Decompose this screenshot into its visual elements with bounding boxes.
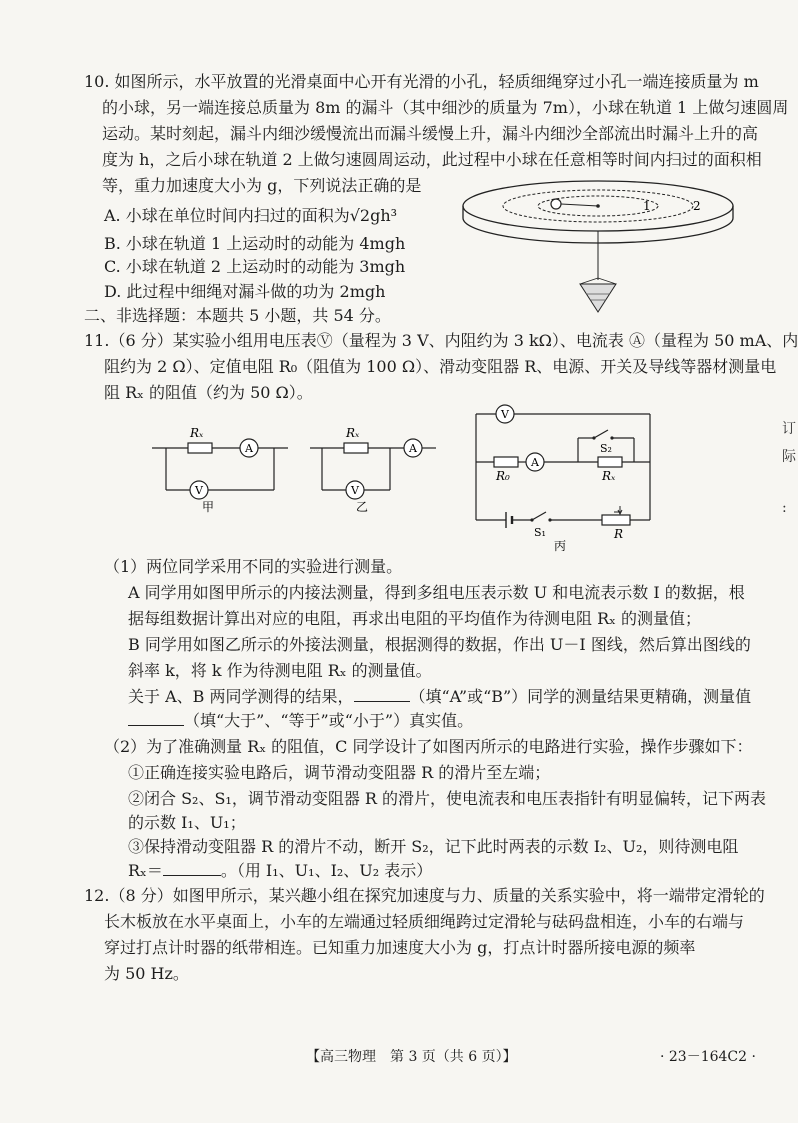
circuit-yi	[308, 420, 438, 515]
ball	[551, 199, 561, 209]
voltmeter-label: V	[351, 484, 359, 497]
q12-line-1: 12.（8 分）如图甲所示，某兴趣小组在探究加速度与力、质量的关系实验中，将一端带定滑轮的	[84, 886, 765, 905]
resistor-rx	[188, 443, 212, 453]
q10-line-1: 10. 如图所示，水平放置的光滑桌面中心开有光滑的小孔，轻质细绳穿过小孔一端连接质量为 m	[84, 72, 759, 91]
q11-p1-line-5: 斜率 k，将 k 作为待测电阻 Rₓ 的测量值。	[128, 661, 432, 680]
q11-p1-line-1: （1）两位同学采用不同的实验进行测量。	[104, 557, 403, 576]
rx-label: Rₓ	[190, 426, 204, 440]
q11-p2-final-a: Rₓ＝	[128, 861, 163, 880]
circuit-jia	[150, 420, 290, 515]
ammeter-label: A	[245, 442, 253, 455]
edge-mark-1: 订	[782, 421, 796, 437]
q11-p2-step-2b: 的示数 I₁、U₁；	[128, 813, 246, 832]
resistor-r0	[494, 457, 518, 467]
q10-option-d: D. 此过程中细绳对漏斗做的功为 2mgh	[104, 282, 386, 301]
funnel-rope-l	[580, 278, 598, 284]
rheostat	[602, 515, 630, 525]
caption-yi: 乙	[356, 500, 369, 514]
q11-p1-question	[128, 686, 751, 708]
circuit-bing	[462, 402, 672, 552]
q11-p2-step-3: ③保持滑动变阻器 R 的滑片不动，断开 S₂，记下此时两表的示数 I₂、U₂，则待测电阻	[128, 837, 739, 856]
q11-intro-2: 阻约为 2 Ω）、定值电阻 R₀（阻值为 100 Ω）、滑动变阻器 R、电源、开关及导线等器材测量电	[104, 357, 777, 376]
edge-mark-2: 际	[782, 449, 796, 465]
funnel-rope-r	[598, 278, 616, 284]
answer-blank-3[interactable]	[163, 860, 221, 876]
s2-label: S₂	[600, 442, 612, 455]
q11-p1-line-2: A 同学用如图甲所示的内接法测量，得到多组电压表示数 U 和电流表示数 I 的数据，根	[128, 583, 745, 602]
q10-line-5: 等，重力加速度大小为 g，下列说法正确的是	[102, 176, 422, 195]
caption-bing: 丙	[554, 539, 567, 553]
section-2-heading: 二、非选择题：本题共 5 小题，共 54 分。	[84, 306, 391, 325]
q10-line-4: 度为 h，之后小球在轨道 2 上做匀速圆周运动，此过程中小球在任意相等时间内扫过的面积相	[102, 150, 762, 169]
s1-label: S₁	[534, 526, 546, 539]
q11-p1-line-3: 据每组数据计算出对应的电阻，再求出电阻的平均值作为待测电阻 Rₓ 的测量值；	[128, 609, 702, 628]
resistor-rx	[344, 443, 368, 453]
q10-option-c: C. 小球在轨道 2 上运动时的动能为 3mgh	[104, 257, 406, 276]
orbit-2-label: 2	[693, 199, 701, 213]
q11-p1-question-2	[128, 710, 473, 732]
caption-jia: 甲	[202, 500, 215, 514]
q11-p2-final-b: 。（用 I₁、U₁、I₂、U₂ 表示）	[220, 861, 433, 880]
switch-s1	[532, 512, 546, 520]
funnel	[580, 284, 616, 312]
q12-line-2: 长木板放在水平桌面上，小车的左端通过轻质细绳跨过定滑轮与砝码盘相连，小车的右端与	[104, 912, 745, 931]
rheostat-slider	[614, 506, 622, 514]
q11-p1-question-b: （填“A”或“B”）同学的测量结果更精确，测量值	[409, 687, 752, 706]
voltmeter-label: V	[501, 408, 509, 421]
q12-line-4: 为 50 Hz。	[104, 964, 189, 983]
page-footer: 【高三物理 第 3 页（共 6 页）】	[306, 1049, 517, 1065]
q11-p2-step-1: ①正确连接实验电路后，调节滑动变阻器 R 的滑片至左端；	[128, 763, 551, 782]
q11-intro-1: 11.（6 分）某实验小组用电压表Ⓥ（量程为 3 V、内阻约为 3 kΩ）、电流表 Ⓐ（量程为 50 mA、内	[84, 331, 798, 350]
voltmeter-label: V	[195, 484, 203, 497]
resistor-rx	[598, 457, 622, 467]
r0-label: R₀	[496, 469, 510, 483]
ammeter-label: A	[409, 442, 417, 455]
q10-table-figure	[458, 176, 738, 316]
exam-code: · 23－164C2 ·	[660, 1049, 756, 1065]
switch-s2	[594, 430, 608, 438]
answer-blank-1[interactable]	[354, 686, 410, 702]
orbit-1-label: 1	[643, 199, 651, 213]
q11-p1-question-c: （填“大于”、“等于”或“小于”）真实值。	[184, 711, 474, 730]
q12-line-3: 穿过打点计时器的纸带相连。已知重力加速度大小为 g，打点计时器所接电源的频率	[104, 938, 696, 957]
q11-intro-3: 阻 Rₓ 的阻值（约为 50 Ω）。	[104, 383, 313, 402]
q10-line-3: 运动。某时刻起，漏斗内细沙缓慢流出而漏斗缓慢上升，漏斗内细沙全部流出时漏斗上升的高	[102, 124, 759, 143]
string-top	[561, 204, 598, 206]
rx-label: Rₓ	[346, 426, 360, 440]
answer-blank-2[interactable]	[128, 710, 184, 726]
q11-p2-step-2: ②闭合 S₂、S₁，调节滑动变阻器 R 的滑片，使电流表和电压表指针有明显偏转，记下两表	[128, 789, 767, 808]
q10-option-b: B. 小球在轨道 1 上运动时的动能为 4mgh	[104, 234, 406, 253]
q11-p1-question-a: 关于 A、B 两同学测得的结果，	[128, 687, 354, 706]
rx-label: Rₓ	[602, 469, 616, 483]
r-label: R	[614, 527, 624, 541]
q11-p2-line-1: （2）为了准确测量 Rₓ 的阻值，C 同学设计了如图丙所示的电路进行实验，操作步骤如下：	[104, 737, 753, 756]
hole	[596, 204, 600, 208]
q10-option-a: A. 小球在单位时间内扫过的面积为√2gh³	[104, 206, 398, 225]
q11-p1-line-4: B 同学用如图乙所示的外接法测量，根据测得的数据，作出 U－I 图线，然后算出图线的	[128, 635, 751, 654]
q10-line-2: 的小球，另一端连接总质量为 8m 的漏斗（其中细沙的质量为 7m），小球在轨道 1 上做匀速圆周	[102, 98, 789, 117]
edge-mark-3: :	[782, 500, 787, 516]
q11-p2-final	[128, 860, 432, 882]
ammeter-label: A	[531, 456, 539, 469]
